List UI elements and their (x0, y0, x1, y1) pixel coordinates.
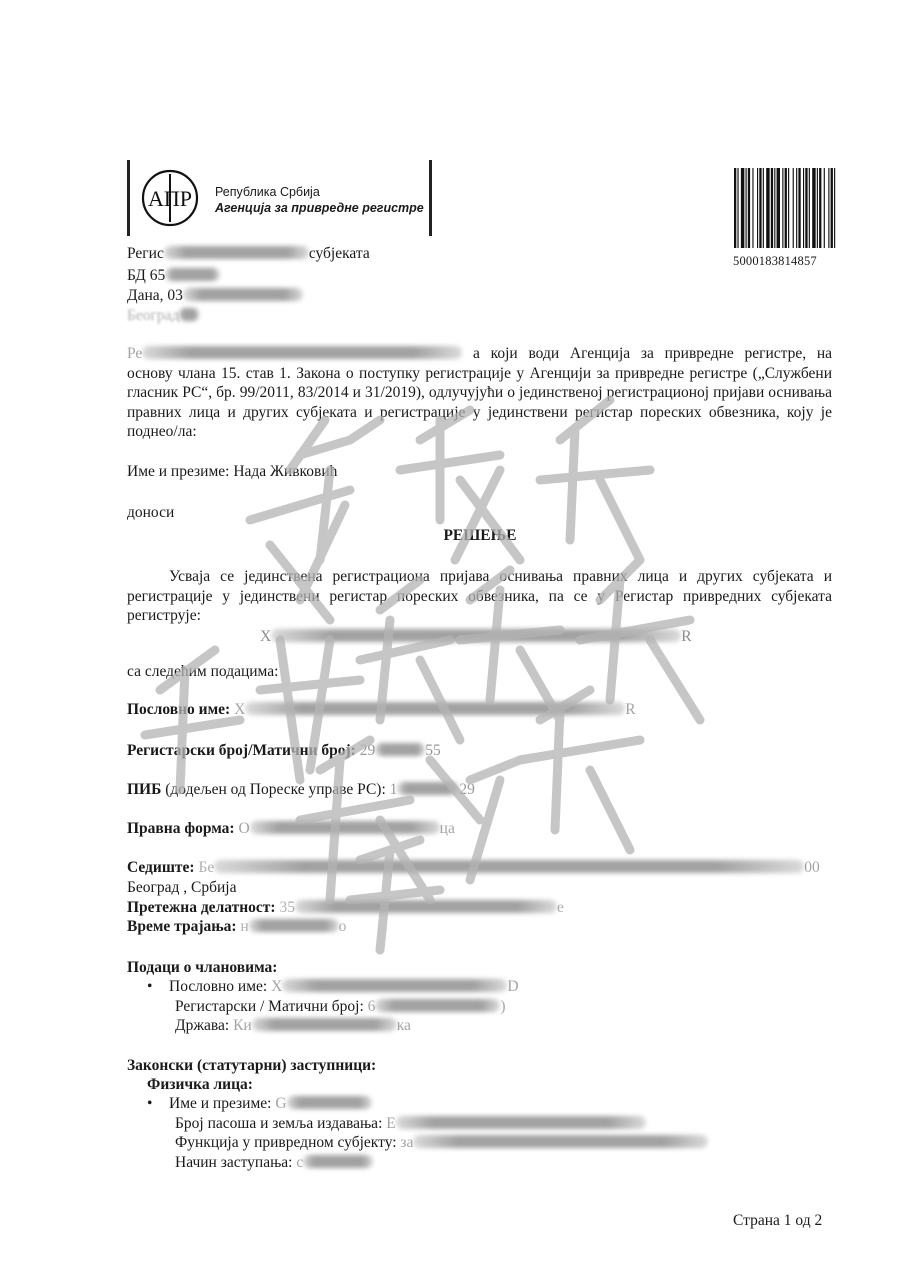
watermark-stroke (145, 720, 240, 735)
watermark-stroke (460, 480, 520, 560)
barcode-bar (757, 168, 758, 248)
watermark-stroke (300, 800, 410, 820)
legal-form-row (127, 819, 455, 838)
barcode (733, 168, 837, 250)
watermark-stroke (520, 740, 640, 760)
redacted-block (282, 979, 507, 992)
case-number-start: БД 65 (127, 267, 166, 284)
member-reg-label: Регистарски / Матични број: (175, 998, 364, 1015)
barcode-bar (741, 168, 744, 248)
watermark-stroke (590, 770, 630, 850)
watermark-stroke (470, 760, 520, 780)
reg-number-start: 29 (359, 742, 376, 759)
watermark-stroke (180, 670, 185, 790)
watermark-stroke (570, 430, 575, 540)
intro-line1-end: а који води Агенција за привредне регистре, на (473, 345, 833, 362)
member-country-label: Држава: (175, 1017, 230, 1034)
company-start: X (260, 628, 272, 645)
barcode-bar (824, 168, 825, 248)
barcode-bar (752, 168, 753, 248)
watermark-stroke (260, 680, 360, 690)
applicant-line: Име и презиме: Нада Живковић (127, 463, 338, 480)
registry-end: субјеката (308, 245, 370, 262)
registry-line (127, 244, 370, 263)
bullet: • (147, 1095, 153, 1112)
legal-form-start: О (238, 820, 250, 837)
rep-name-label: Име и презиме: (169, 1095, 272, 1112)
header-left-bar (127, 160, 130, 236)
activity-end: е (556, 899, 564, 916)
intro-rest: основу члана 15. став 1. Закона о поступку регистрације у Агенцији за привредне регистре („Службени гласник РС“, бр. 99/2011, 83/2014 и 31/2019), одлучујући о јединственој регистрационој пријави оснивања правних лица и других субјеката и регистрације у јединствени регистар пореских обвезника, коју је поднео/ла: (127, 364, 832, 440)
watermark-stroke (555, 710, 560, 830)
barcode-bar (819, 168, 821, 248)
business-name-end: R (625, 701, 636, 718)
date-line (127, 286, 303, 305)
seat-start: Бе (198, 859, 215, 876)
watermark-stroke (400, 455, 500, 470)
pib-label: ПИБ (127, 781, 162, 798)
barcode-bar (805, 168, 807, 248)
watermark-stroke (360, 840, 420, 860)
watermark-stroke (250, 490, 350, 520)
pib-row (127, 780, 475, 799)
rep-function-start: за (400, 1134, 414, 1151)
city-line (127, 306, 199, 325)
rep-representation-row (175, 1153, 373, 1172)
agency-name (215, 184, 424, 216)
member-country-row (175, 1016, 411, 1035)
redacted-block (397, 782, 459, 795)
watermark-stroke (320, 470, 330, 560)
duration-row (127, 917, 346, 936)
business-name-label: Пословно име: (127, 701, 231, 718)
page-number: Страна 1 од 2 (733, 1212, 823, 1229)
barcode-bar (737, 168, 738, 248)
rep-function-label: Функција у привредном субјекту: (175, 1134, 397, 1151)
member-reg-end: ) (500, 998, 506, 1015)
rep-name-start: G (275, 1095, 287, 1112)
barcode-bar (828, 168, 829, 248)
rep-passport-label: Број пасоша и земља издавања: (175, 1115, 383, 1132)
watermark-stroke (540, 470, 650, 480)
barcode-bar (746, 168, 747, 248)
redacted-block (142, 346, 462, 359)
activity-row (127, 898, 564, 917)
redacted-block (396, 1116, 646, 1129)
barcode-bar (734, 168, 736, 248)
business-name-start: X (234, 701, 246, 718)
reg-number-row (127, 741, 441, 760)
barcode-bar (796, 168, 797, 248)
legal-form-end: ца (439, 820, 455, 837)
watermark-stroke (455, 470, 500, 560)
duration-end: о (338, 918, 347, 935)
representatives-title: Законски (статутарни) заступници: (127, 1057, 377, 1074)
seat-end: 00 (804, 859, 820, 876)
seat-row (127, 858, 820, 877)
redacted-block (303, 1155, 373, 1168)
rep-name-row (147, 1094, 372, 1113)
member-name-end: D (507, 978, 519, 995)
registry-start: Регис (127, 245, 164, 262)
redacted-block (245, 702, 625, 715)
agency-label: Агенција за привредне регистре (215, 201, 424, 215)
logo-text: АПР (147, 186, 193, 211)
seat-city: Београд , Србија (127, 879, 237, 896)
redacted-block (250, 821, 440, 834)
member-country-start: Ки (233, 1017, 252, 1034)
barcode-bar (766, 168, 769, 248)
decision-title: РЕШЕЊЕ (443, 527, 517, 544)
rep-passport-start: E (386, 1115, 396, 1132)
activity-start: 35 (279, 899, 295, 916)
barcode-bar (793, 168, 794, 248)
donosi-line: доноси (127, 504, 175, 521)
watermark-stroke (650, 640, 700, 720)
header-right-bar (429, 160, 432, 236)
intro-start: Ре (127, 345, 143, 362)
barcode-bar (812, 168, 815, 248)
republic-label: Република Србија (215, 185, 320, 199)
redacted-block (287, 1096, 372, 1109)
pib-start: 1 (389, 781, 398, 798)
reg-number-end: 55 (425, 742, 441, 759)
redacted-block (164, 246, 309, 259)
seat-label: Седиште: (127, 859, 195, 876)
barcode-bar (788, 168, 789, 248)
barcode-bar (834, 168, 835, 248)
legal-form-label: Правна форма: (127, 820, 235, 837)
pib-end: 29 (459, 781, 475, 798)
redacted-block (214, 860, 804, 873)
rep-function-row (175, 1133, 708, 1152)
barcode-bar (777, 168, 780, 248)
natural-persons-title: Физичка лица: (147, 1076, 253, 1093)
redacted-block (375, 743, 425, 756)
barcode-bar (748, 168, 750, 248)
barcode-bar (782, 168, 783, 248)
barcode-bar (763, 168, 764, 248)
intro-paragraph (127, 344, 832, 442)
pib-note: (додељен од Пореске управе РС): (165, 781, 386, 798)
member-country-end: ка (396, 1017, 411, 1034)
case-number-line (127, 266, 220, 285)
redacted-block (295, 900, 557, 913)
apr-logo (140, 168, 200, 228)
barcode-bar (759, 168, 761, 248)
company-name-line (260, 627, 692, 646)
barcode-bar (809, 168, 810, 248)
redacted-block (413, 1135, 708, 1148)
barcode-number: 5000183814857 (733, 254, 817, 268)
barcode-bar (831, 168, 833, 248)
barcode-bar (803, 168, 804, 248)
business-name-row (127, 700, 636, 719)
member-name-row (147, 977, 519, 996)
decision-paragraph: Усваја се јединствена регистрациона пријава оснивања правних лица и других субјеката и регистрације у јединствени регистар пореских обвезника, па се у Регистар привредних субјеката региструје: (127, 568, 832, 624)
redacted-block (183, 288, 303, 301)
company-end: R (681, 628, 692, 645)
date-start: Дана, 03 (127, 287, 183, 304)
redacted-block (165, 268, 220, 281)
redacted-block (249, 919, 339, 932)
redacted-block (252, 1018, 397, 1031)
redacted-block (179, 308, 199, 321)
barcode-bar (817, 168, 818, 248)
redacted-block (271, 629, 681, 642)
rep-representation-label: Начин заступања: (175, 1154, 293, 1171)
members-title: Подаци о члановима: (127, 959, 278, 976)
barcode-bar (798, 168, 800, 248)
member-reg-start: 6 (367, 998, 376, 1015)
rep-representation-start: с (296, 1154, 304, 1171)
member-name-start: X (271, 978, 283, 995)
watermark-stroke (600, 480, 640, 560)
city-start: Београд (127, 307, 180, 324)
member-reg-row (175, 997, 506, 1016)
following-data-line: са следећим подацима: (127, 663, 279, 680)
redacted-block (375, 999, 500, 1012)
bullet: • (147, 978, 153, 995)
rep-passport-row (175, 1114, 646, 1133)
duration-label: Време трајања: (127, 918, 237, 935)
duration-start: н (240, 918, 249, 935)
member-name-label: Пословно име: (169, 978, 268, 995)
barcode-bar (774, 168, 775, 248)
barcode-bar (785, 168, 787, 248)
reg-number-label: Регистарски број/Матични број: (127, 742, 356, 759)
barcode-bar (771, 168, 773, 248)
activity-label: Претежна делатност: (127, 899, 276, 916)
